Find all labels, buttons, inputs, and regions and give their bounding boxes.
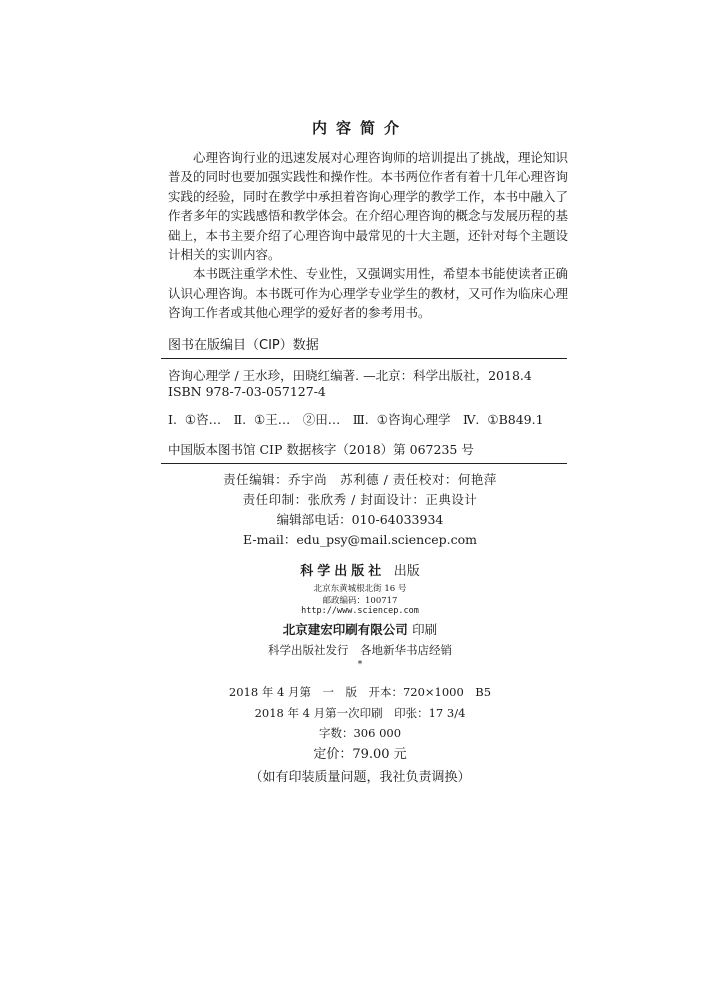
credits-print-design: 责任印制：张欣秀 / 封面设计：正典设计 [242,492,478,507]
publisher-zip: 邮政编码：100717 [322,596,398,606]
credits-editors: 责任编辑：乔宇尚 苏利德 / 责任校对：何艳萍 [223,472,497,487]
summary-title: 内容简介 [311,119,408,137]
cip-top-rule [161,358,567,359]
summary-paragraph-2: 本书既注重学术性、专业性，又强调实用性，希望本书能使读者正确认识心理咨询。本书既可作为心理学专业学生的教材，又可作为临床心理咨询工作者或其他心理学的爱好者的参考用书。 [168,266,569,321]
cip-classification: Ⅰ. ①咨… Ⅱ. ①王… ②田… Ⅲ. ①咨询心理学 Ⅳ. ①B849.1 [168,412,544,427]
printer-suffix: 印刷 [412,622,438,637]
cip-title-line: 咨询心理学 / 王水珍，田晓红编著. —北京：科学出版社，2018.4 [168,368,532,383]
price: 定价：79.00 元 [313,747,407,762]
cip-record-number: 中国版本图书馆 CIP 数据核字（2018）第 067235 号 [168,442,474,457]
printer-name: 北京建宏印刷有限公司 [282,622,408,637]
distribution-line: 科学出版社发行 各地新华书店经销 [268,643,452,657]
cip-isbn: ISBN 978-7-03-057127-4 [168,384,326,399]
impression-line: 2018 年 4 月第一次印刷 印张：17 3/4 [254,706,466,720]
credits-phone: 编辑部电话：010-64033934 [276,512,444,527]
quality-note: （如有印装质量问题，我社负责调换） [249,770,471,785]
summary-text [168,148,568,323]
publisher-name: 科学出版社 [300,564,386,579]
publisher-url: http://www.sciencep.com [301,606,419,616]
cip-heading: 图书在版编目（CIP）数据 [168,338,319,353]
printer-line [0,620,720,638]
separator-star: * [357,660,363,670]
publisher-name-line [0,560,720,579]
publisher-name-suffix: 出版 [393,564,420,579]
word-count: 字数：306 000 [318,726,402,740]
summary-paragraph-1: 心理咨询行业的迅速发展对心理咨询师的培训提出了挑战，理论知识普及的同时也要加强实践性和操作性。本书两位作者有着十几年心理咨询实践的经验，同时在教学中承担着咨询心理学的教学工作，本书中融入了作者多年的实践感悟和教学体会。在介绍心理咨询的概念与发展历程的基础上，本书主要介绍了心理咨询中最常见的十大主题，还针对每个主题设计相关的实训内容。 [168,150,569,263]
publisher-address: 北京东黄城根北街 16 号 [313,584,407,594]
credits-email: E-mail：edu_psy@mail.sciencep.com [243,532,477,547]
edition-format-line: 2018 年 4 月第 一 版 开本：720×1000 B5 [228,685,492,699]
cip-bottom-rule [161,463,567,464]
